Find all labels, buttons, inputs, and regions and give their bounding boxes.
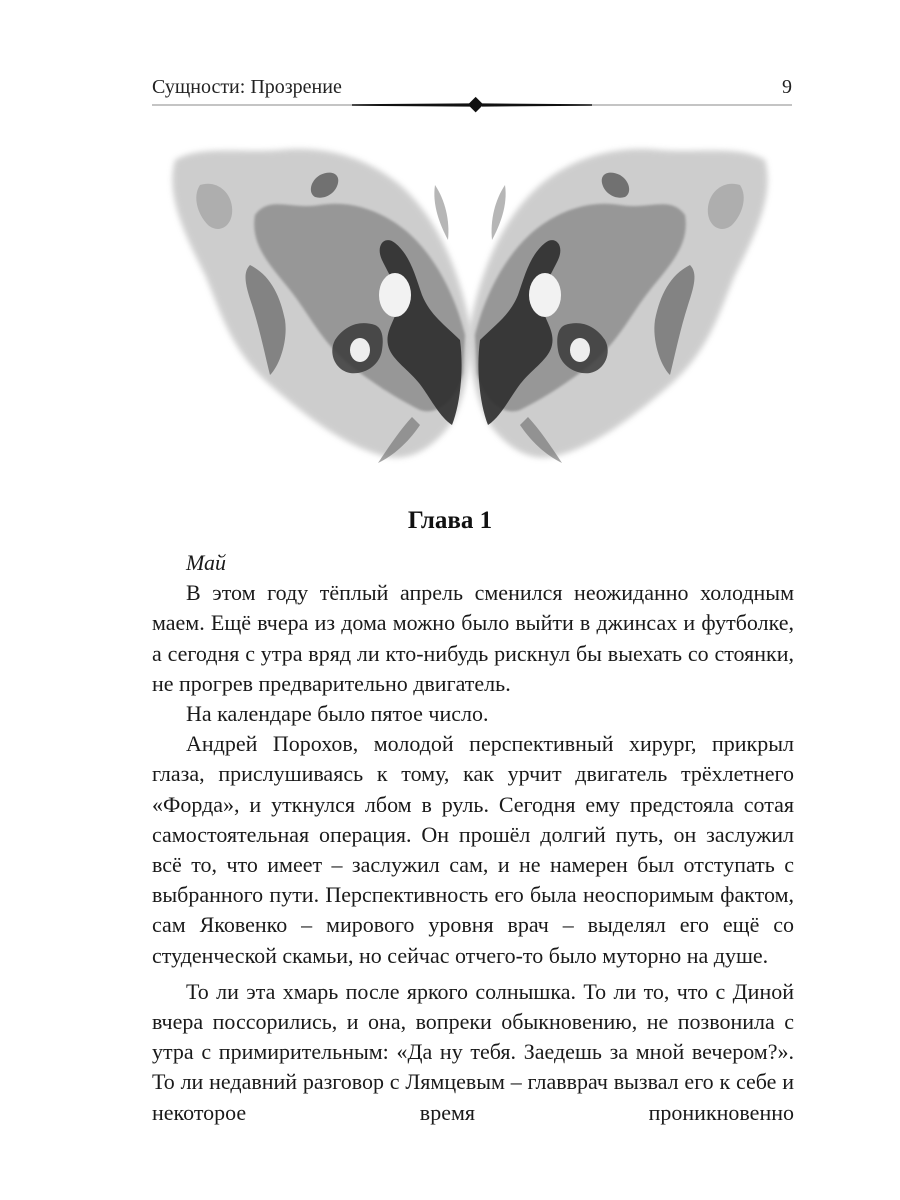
ink-blot-right <box>470 149 768 463</box>
ink-blot-left <box>172 149 470 463</box>
chapter-title: Глава 1 <box>407 507 493 534</box>
paragraph-4: То ли эта хмарь после яркого солнышка. То ли то, что с Диной вчера поссорились, и она, вопреки обыкновению, не позвонила с утра с примирительным: «Да ну тебя. Заедешь за мной вечером?». То ли недавний разговор с Лямцевым – главврач вызвал его к себе и некоторое время проникновенно <box>152 978 794 1125</box>
chapter-epigraph: Май <box>186 550 227 575</box>
chapter-body <box>152 548 794 1128</box>
paragraph-2: На календаре было пятое число. <box>186 701 489 727</box>
ink-blot-illustration <box>160 125 780 480</box>
header-ornament-rule <box>152 95 792 115</box>
paragraph-3: Андрей Порохов, молодой перспективный хирург, прикрыл глаза, прислушиваясь к тому, как урчит двигатель трёхлетнего «Форда», и уткнулся лбом в руль. Сегодня ему предстояла сотая самостоятельная операция. Он прошёл долгий путь, он заслужил всё то, что имеет – заслужил сам, и не намерен был отступать с выбранного пути. Перспективность его была неоспоримым фактом, сам Яковенко – мирового уровня врач – выделял его ещё со студенческой скамьи, но сейчас отчего-то было муторно на душе. <box>152 731 794 968</box>
page-number: 9 <box>782 76 792 98</box>
running-title: Сущности: Прозрение <box>152 76 342 98</box>
paragraph-1: В этом году тёплый апрель сменился неожиданно холодным маем. Ещё вчера из дома можно было выйти в джинсах и футболке, а сегодня с утра вряд ли кто-нибудь рискнул бы выехать со стоянки, не прогрев предварительно двигатель. <box>152 580 794 696</box>
